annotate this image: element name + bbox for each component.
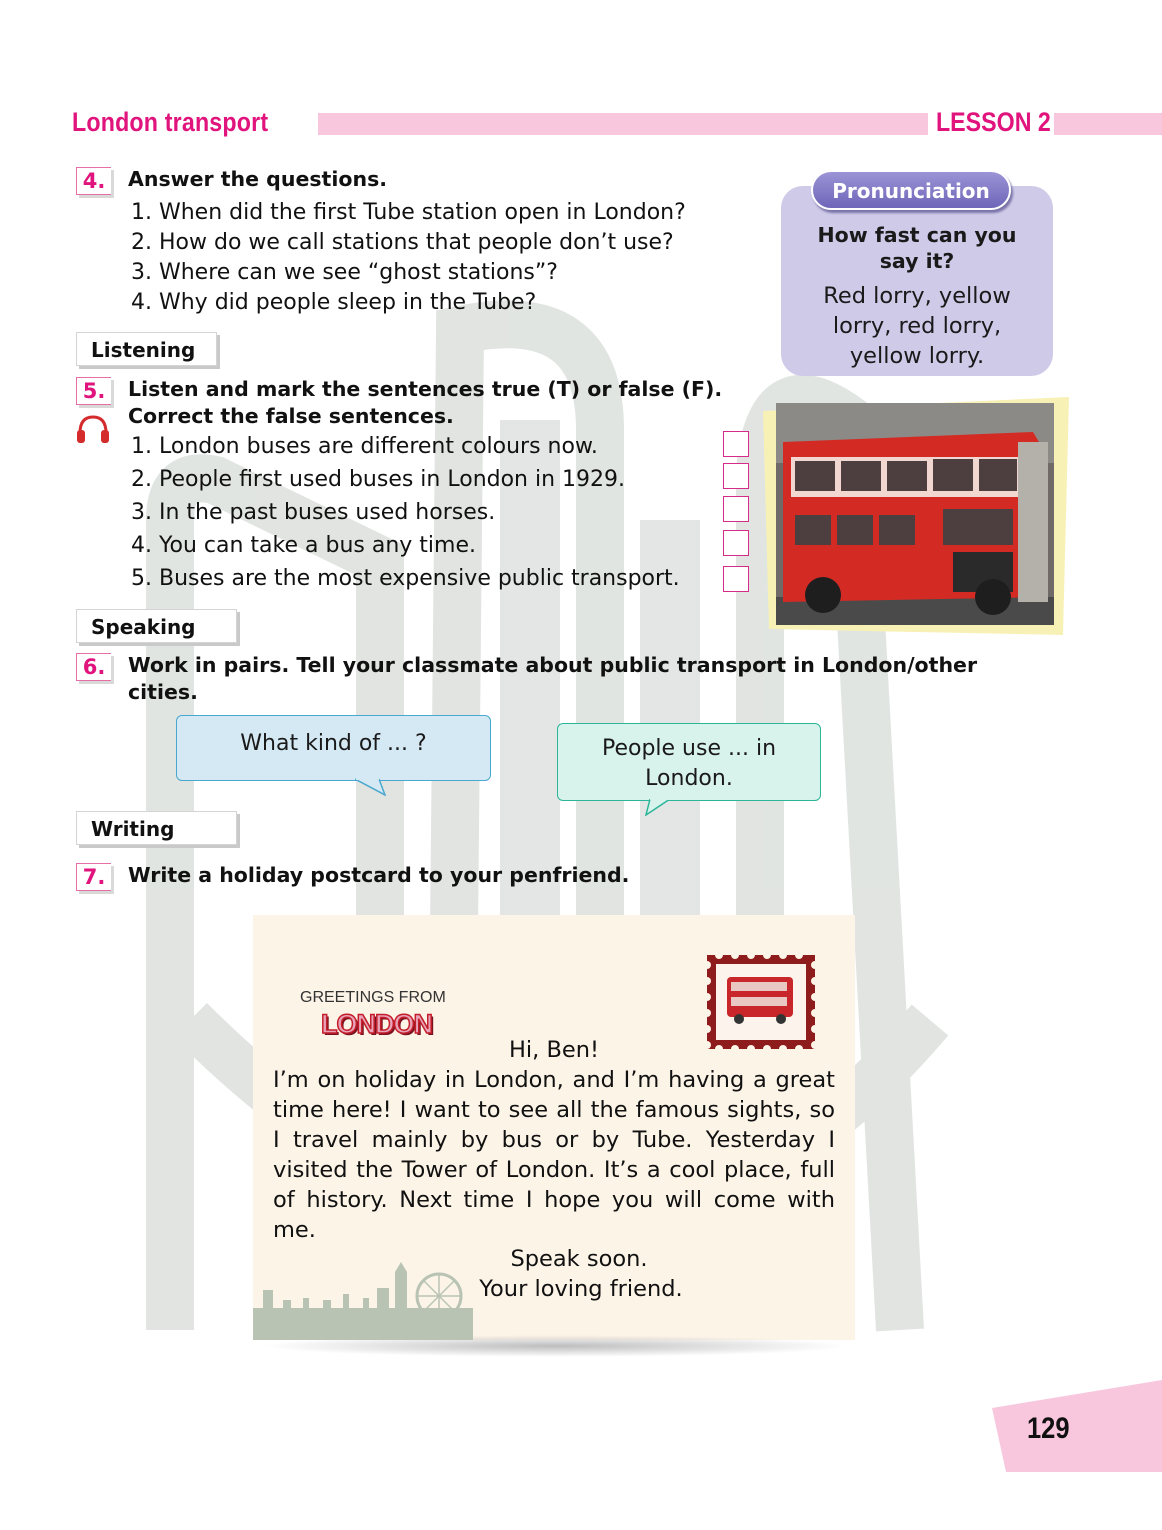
bubble-answer-text: People use ... in London.	[601, 736, 777, 791]
page-number: 129	[1027, 1412, 1070, 1445]
answer-checkbox[interactable]	[723, 496, 749, 522]
bubble-question-text: What kind of ... ?	[240, 731, 427, 756]
bus-photo	[763, 397, 1069, 635]
task7-instruction: Write a holiday postcard to your penfriend.	[128, 863, 630, 887]
answer-checkbox[interactable]	[723, 431, 749, 457]
pronunciation-question: How fast can you say it?	[817, 223, 1017, 273]
postcard-closing-2: Your loving friend.	[479, 1276, 683, 1302]
question-1: 1. When did the first Tube station open in London?	[131, 200, 686, 225]
answer-checkbox[interactable]	[723, 530, 749, 556]
question-4: 4. Why did people sleep in the Tube?	[131, 290, 537, 315]
task-number: 7.	[76, 863, 111, 891]
task4-instruction: Answer the questions.	[128, 167, 388, 191]
sentence-3: 3. In the past buses used horses.	[131, 500, 496, 525]
postcard-greetings: GREETINGS FROM	[300, 989, 446, 1006]
postcard-city: LONDON	[321, 1009, 432, 1039]
task5-instruction-line2: Correct the false sentences.	[128, 404, 454, 428]
postcard-salutation: Hi, Ben!	[508, 1037, 600, 1063]
question-3: 3. Where can we see “ghost stations”?	[131, 260, 558, 285]
section-listening: Listening	[76, 332, 217, 366]
sentence-5: 5. Buses are the most expensive public transport.	[131, 566, 680, 591]
sentence-2: 2. People first used buses in London in 1929.	[131, 467, 626, 492]
section-writing: Writing	[76, 811, 237, 845]
sentence-1: 1. London buses are different colours now.	[131, 434, 598, 459]
task-number: 5.	[76, 377, 111, 405]
lesson-label: LESSON 2	[936, 107, 1051, 137]
task-number: 4.	[76, 167, 111, 195]
header-band-right	[1054, 113, 1162, 135]
answer-checkbox[interactable]	[723, 463, 749, 489]
bubble-tail	[355, 778, 387, 796]
header-title: London transport	[72, 107, 269, 137]
postcard-body: I’m on holiday in London, and I’m having a great time here! I want to see all the famous sights, so I travel mainly by bus or by Tube. Yesterday I visited the Tower of London. It’s a cool place, full of history. Next time I hope you will come with me.	[273, 1067, 835, 1243]
answer-checkbox[interactable]	[723, 566, 749, 592]
pronunciation-label: Pronunciation	[811, 170, 1011, 210]
section-speaking: Speaking	[76, 609, 237, 643]
postcard-closing-1: Speak soon.	[510, 1246, 648, 1272]
speech-bubble-question	[176, 715, 491, 781]
london-skyline-icon	[253, 1262, 473, 1340]
task5-instruction-line1: Listen and mark the sentences true (T) or false (F).	[128, 377, 723, 401]
question-2: 2. How do we call stations that people don’t use?	[131, 230, 674, 255]
speech-bubble-answer	[557, 723, 821, 801]
task-number: 6.	[76, 653, 111, 681]
tongue-twister: Red lorry, yellow lorry, red lorry, yellow lorry.	[823, 283, 1011, 369]
headphones-icon[interactable]	[75, 413, 111, 445]
sentence-4: 4. You can take a bus any time.	[131, 533, 476, 558]
task6-instruction-line1: Work in pairs. Tell your classmate about public transport in London/other	[128, 653, 978, 677]
page-number-tab	[992, 1380, 1162, 1472]
task6-instruction-line2: cities.	[128, 680, 198, 704]
bubble-tail	[642, 798, 674, 816]
header-band	[318, 113, 928, 135]
